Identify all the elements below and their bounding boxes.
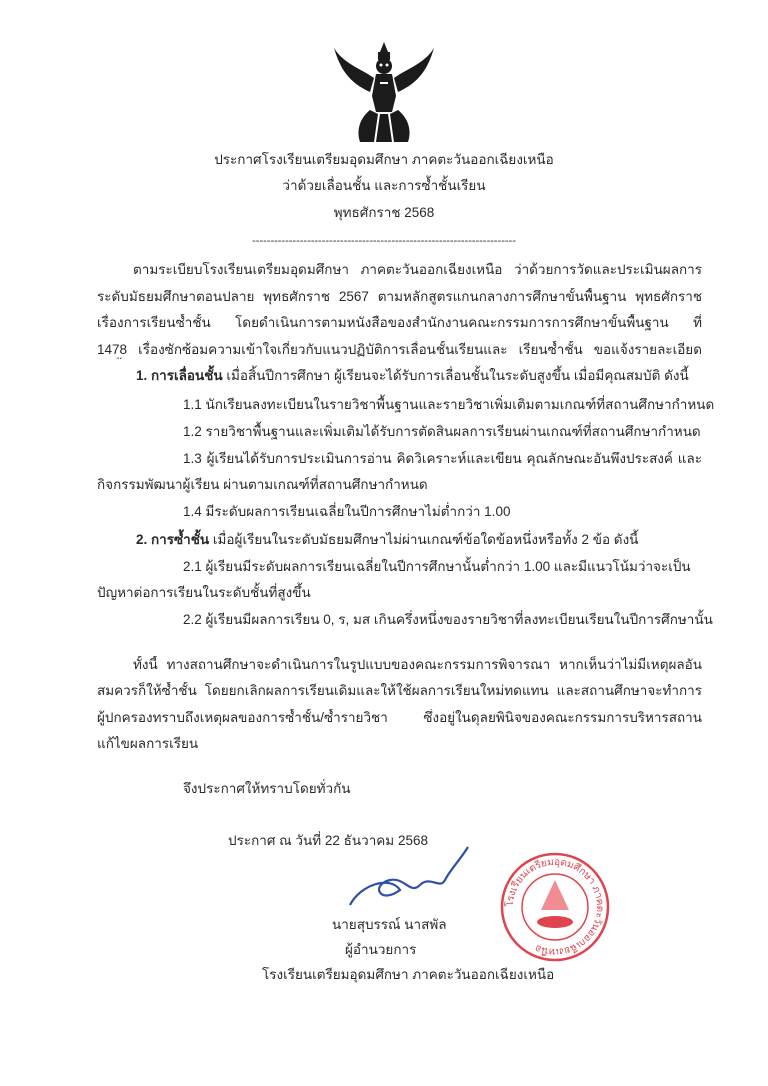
garuda-emblem-icon: [330, 38, 438, 146]
section1-item: 1.1 นักเรียนลงทะเบียนในรายวิชาพื้นฐานและรายวิชาเพิ่มเติมตามเกณฑ์ที่สถานศึกษากำหนด: [183, 397, 715, 412]
intro-line: ตามระเบียบโรงเรียนเตรียมอุดมศึกษา ภาคตะวันออกเฉียงเหนือ ว่าด้วยการวัดและประเมินผลการ: [133, 262, 702, 277]
section1-item-cont: กิจกรรมพัฒนาผู้เรียน ผ่านตามเกณฑ์ที่สถานศึกษากำหนด: [97, 477, 428, 492]
section2-heading: 2. การซ้ำชั้น: [136, 532, 210, 547]
section1-text: เมื่อสิ้นปีการศึกษา ผู้เรียนจะได้รับการเลื่อนชั้นในระดับสูงขึ้น เมื่อมีคุณสมบัติ ดังนี้: [226, 368, 689, 383]
closing-line: ทั้งนี้ ทางสถานศึกษาจะดำเนินการในรูปแบบของคณะกรรมการพิจารณา หากเห็นว่าไม่มีเหตุผลอัน: [133, 657, 702, 672]
section1-item: 1.4 มีระดับผลการเรียนเฉลี่ยในปีการศึกษาไม่ต่ำกว่า 1.00: [183, 504, 511, 519]
school-stamp-icon: [500, 852, 610, 962]
signer-position: ผู้อำนวยการ: [345, 942, 417, 957]
section2-text: เมื่อผู้เรียนในระดับมัธยมศึกษาไม่ผ่านเกณฑ์ข้อใดข้อหนึ่งหรือทั้ง 2 ข้อ ดังนี้: [212, 532, 639, 547]
section1-heading: 1. การเลื่อนชั้น: [136, 368, 223, 383]
section1-item: 1.2 รายวิชาพื้นฐานและเพิ่มเติมได้รับการตัดสินผลการเรียนผ่านเกณฑ์ที่สถานศึกษากำหนด: [183, 424, 701, 439]
announcement-title: ประกาศโรงเรียนเตรียมอุดมศึกษา ภาคตะวันออกเฉียงเหนือ: [214, 152, 554, 167]
stamp-text: โรงเรียนเตรียมอุดมศึกษา ภาคตะวันออกเฉียงเหนือ: [504, 856, 606, 958]
signer-name: นายสุบรรณ์ นาสพัล: [332, 917, 447, 932]
signer-school: โรงเรียนเตรียมอุดมศึกษา ภาคตะวันออกเฉียงเหนือ: [262, 967, 555, 982]
signature-icon: [330, 845, 470, 915]
announce-date: ประกาศ ณ วันที่ 22 ธันวาคม 2568: [228, 833, 428, 848]
closing-line: สมควรก็ให้ซ้ำชั้น โดยยกเลิกผลการเรียนเดิมและให้ใช้ผลการเรียนใหม่ทดแทน และสถานศึกษาจะทำการ: [97, 683, 702, 698]
section2-item: 2.1 ผู้เรียนมีระดับผลการเรียนเฉลี่ยในปีการศึกษานั้นต่ำกว่า 1.00 และมีแนวโน้มว่าจะเป็น: [183, 559, 691, 574]
intro-line: 1478 เรื่องซักซ้อมความเข้าใจเกี่ยวกับแนวปฏิบัติการเลื่อนชั้นเรียนและ เรียนซ้ำชั้น ขอแจ้งรายละเอียด: [97, 342, 702, 357]
intro-line: เรื่องการเรียนซ้ำชั้น โดยดำเนินการตามหนังสือของสำนักงานคณะกรรมการการศึกษาขั้นพื้นฐาน ที่: [97, 315, 702, 330]
closing-line: แก้ไขผลการเรียน: [97, 736, 199, 751]
section1-line: [136, 367, 689, 385]
closing-line: ผู้ปกครองทราบถึงเหตุผลของการซ้ำชั้น/ซ้ำรายวิชา ซึ่งอยู่ในดุลยพินิจของคณะกรรมการบริหารสถาน: [97, 710, 702, 725]
intro-line: ระดับมัธยมศึกษาตอนปลาย พุทธศักราช 2567 ตามหลักสูตรแกนกลางการศึกษาขั้นพื้นฐาน พุทธศักราช: [97, 289, 702, 304]
announcement-subject: ว่าด้วยเลื่อนชั้น และการซ้ำชั้นเรียน: [282, 178, 486, 193]
section1-item: 1.3 ผู้เรียนได้รับการประเมินการอ่าน คิดวิเคราะห์และเขียน คุณลักษณะอันพึงประสงค์ และ: [183, 451, 702, 466]
section2-item-cont: ปัญหาต่อการเรียนในระดับชั้นที่สูงขึ้น: [97, 585, 311, 600]
announce-text: จึงประกาศให้ทราบโดยทั่วกัน: [183, 781, 351, 796]
announcement-year: พุทธศักราช 2568: [333, 205, 435, 220]
divider: ------------------------------------------------------------------------: [252, 235, 516, 247]
section2-line: [136, 531, 638, 549]
section2-item: 2.2 ผู้เรียนมีผลการเรียน 0, ร, มส เกินครึ่งหนึ่งของรายวิชาที่ลงทะเบียนเรียนในปีการศึกษานั้น: [183, 612, 713, 627]
